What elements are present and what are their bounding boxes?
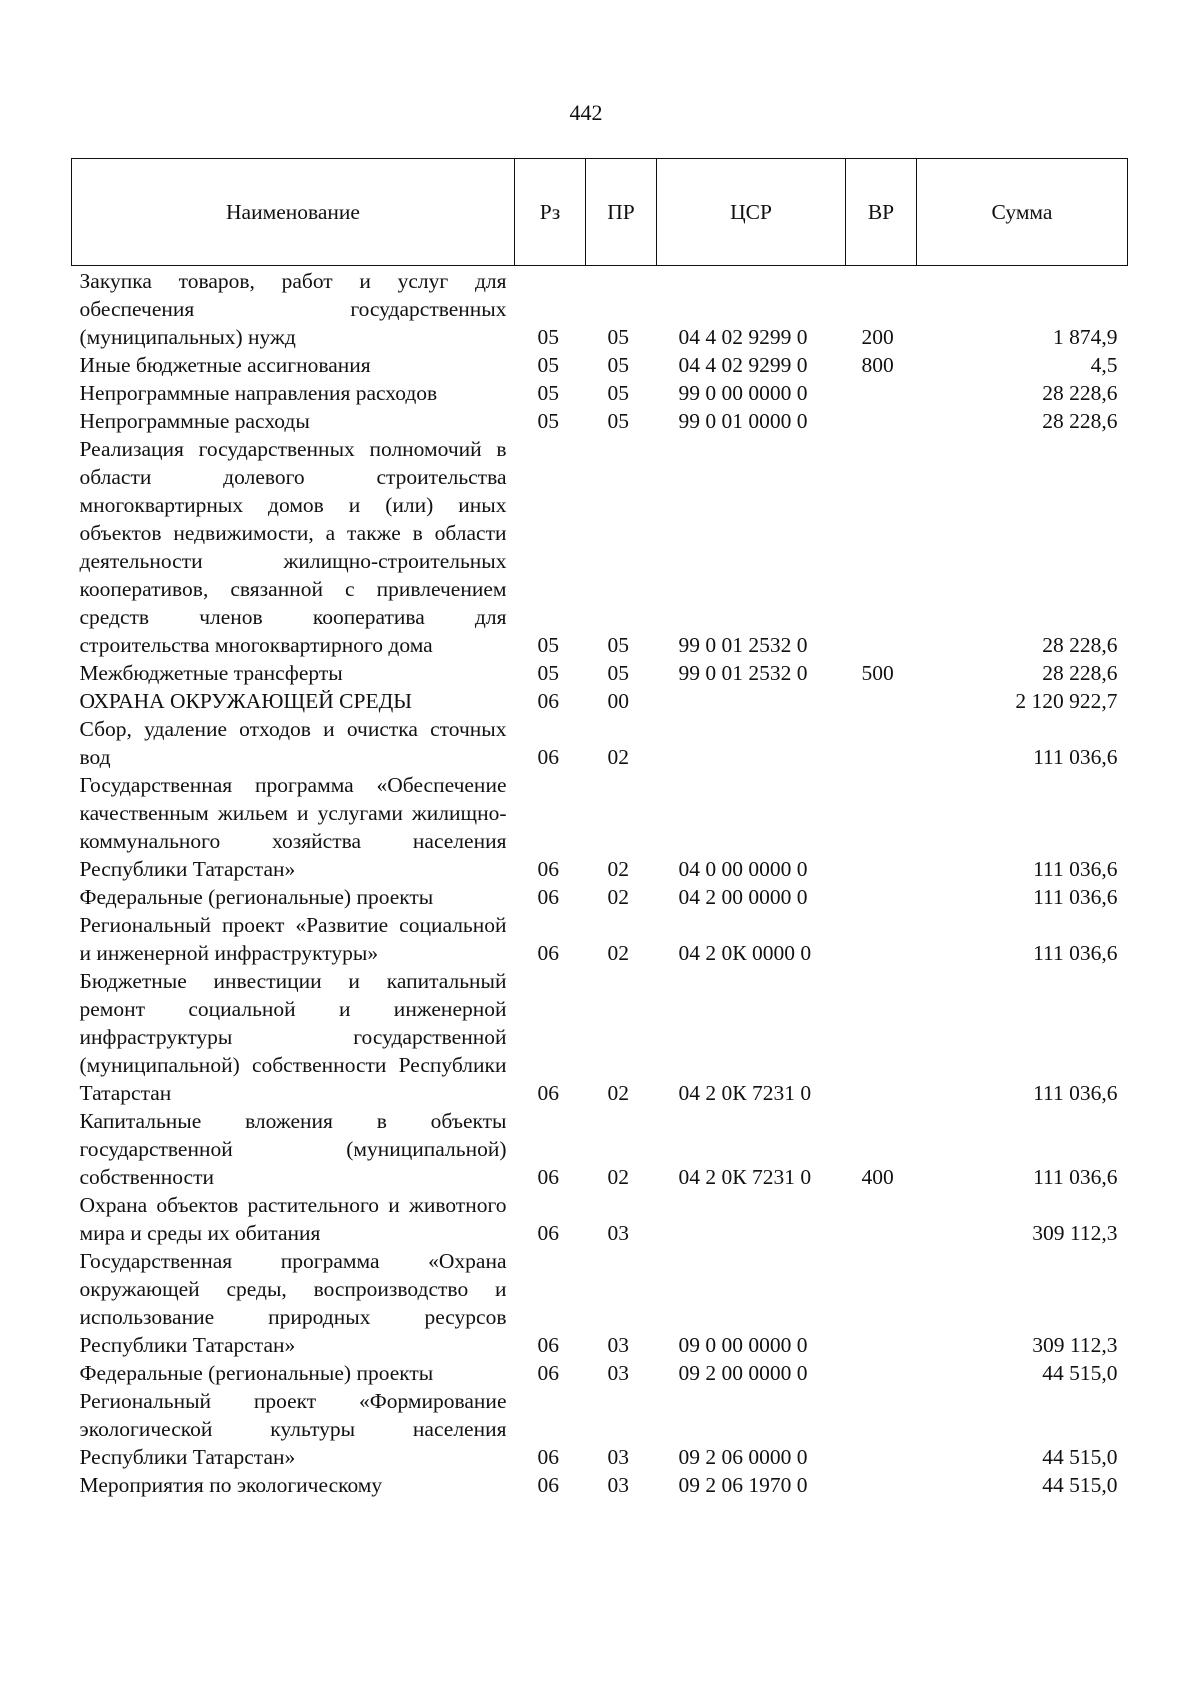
cell-sum: 28 228,6 xyxy=(1042,409,1118,433)
cell-rz: 06 xyxy=(537,941,559,965)
table-row xyxy=(72,883,1128,911)
cell-name: Закупка товаров, работ и услуг для обеспечения государственных (муниципальных) нужд xyxy=(79,269,507,349)
cell-vr: 400 xyxy=(861,1165,894,1189)
cell-pr: 05 xyxy=(607,353,629,377)
cell-sum: 111 036,6 xyxy=(1033,1165,1118,1189)
cell-vr: 800 xyxy=(861,353,894,377)
cell-name: Реализация государственных полномочий в области долевого строительства многоквартирных домов и (или) иных объектов недвижимости, а также в области деятельности жилищно-строительных кооперативов, связанной с привлечением средств членов кооператива для строительства многоквартирного дома xyxy=(79,437,507,657)
cell-sum: 44 515,0 xyxy=(1042,1473,1118,1497)
cell-vr xyxy=(846,379,917,407)
cell-pr: 03 xyxy=(607,1221,629,1245)
table-row xyxy=(72,407,1128,435)
cell-vr: 500 xyxy=(861,661,894,685)
table-row xyxy=(72,1359,1128,1387)
cell-vr xyxy=(846,715,917,771)
cell-sum: 44 515,0 xyxy=(1042,1361,1118,1385)
cell-name: Мероприятия по экологическому xyxy=(79,1473,383,1497)
cell-pr: 02 xyxy=(607,745,629,769)
cell-vr xyxy=(846,1471,917,1499)
table-row xyxy=(72,1247,1128,1359)
table-row xyxy=(72,1387,1128,1471)
cell-rz: 06 xyxy=(537,857,559,881)
cell-vr xyxy=(846,435,917,659)
cell-rz: 06 xyxy=(537,1165,559,1189)
cell-sum: 28 228,6 xyxy=(1042,633,1118,657)
cell-pr: 03 xyxy=(607,1473,629,1497)
table-row xyxy=(72,435,1128,659)
cell-sum: 111 036,6 xyxy=(1033,885,1118,909)
cell-vr xyxy=(846,687,917,715)
cell-rz: 06 xyxy=(537,885,559,909)
cell-pr: 05 xyxy=(607,633,629,657)
cell-vr xyxy=(846,967,917,1107)
table-row xyxy=(72,687,1128,715)
cell-csr xyxy=(657,1191,846,1247)
cell-rz: 06 xyxy=(537,1081,559,1105)
cell-sum: 111 036,6 xyxy=(1033,745,1118,769)
table-row xyxy=(72,1471,1128,1499)
cell-name: Сбор, удаление отходов и очистка сточных вод xyxy=(79,717,507,769)
cell-csr: 99 0 01 2532 0 xyxy=(678,633,808,657)
cell-sum: 2 120 922,7 xyxy=(1015,689,1118,713)
cell-pr: 02 xyxy=(607,857,629,881)
cell-pr: 05 xyxy=(607,409,629,433)
cell-csr: 99 0 00 0000 0 xyxy=(678,381,808,405)
cell-vr xyxy=(846,911,917,967)
table-body xyxy=(72,266,1128,1500)
cell-name: Федеральные (региональные) проекты xyxy=(79,1361,434,1385)
cell-pr: 03 xyxy=(607,1361,629,1385)
table-row xyxy=(72,1107,1128,1191)
table-row xyxy=(72,911,1128,967)
cell-rz: 06 xyxy=(537,1361,559,1385)
cell-csr: 04 2 00 0000 0 xyxy=(678,885,808,909)
cell-rz: 06 xyxy=(537,1473,559,1497)
cell-csr: 99 0 01 0000 0 xyxy=(678,409,808,433)
cell-sum: 4,5 xyxy=(1090,353,1118,377)
cell-csr: 09 2 06 0000 0 xyxy=(678,1445,808,1469)
table-row xyxy=(72,1191,1128,1247)
cell-csr: 04 2 0К 0000 0 xyxy=(678,941,812,965)
cell-rz: 06 xyxy=(537,745,559,769)
cell-pr: 02 xyxy=(607,1081,629,1105)
cell-csr: 09 2 00 0000 0 xyxy=(678,1361,808,1385)
cell-sum: 111 036,6 xyxy=(1033,941,1118,965)
cell-sum: 1 874,9 xyxy=(1053,325,1118,349)
cell-csr xyxy=(657,687,846,715)
cell-pr: 02 xyxy=(607,941,629,965)
cell-csr: 99 0 01 2532 0 xyxy=(678,661,808,685)
cell-vr xyxy=(846,407,917,435)
cell-pr: 02 xyxy=(607,885,629,909)
cell-name: Региональный проект «Формирование экологической культуры населения Республики Татарстан» xyxy=(79,1389,507,1469)
cell-pr: 00 xyxy=(607,689,629,713)
page-number: 442 xyxy=(569,100,603,125)
cell-rz: 05 xyxy=(537,325,559,349)
cell-pr: 05 xyxy=(607,381,629,405)
cell-vr xyxy=(846,883,917,911)
cell-rz: 06 xyxy=(537,689,559,713)
cell-rz: 05 xyxy=(537,409,559,433)
cell-name: Непрограммные расходы xyxy=(79,409,310,433)
table-row xyxy=(72,659,1128,687)
cell-vr xyxy=(846,1387,917,1471)
table-header xyxy=(72,159,1128,266)
cell-name: Государственная программа «Охрана окружающей среды, воспроизводство и использование природных ресурсов Республики Татарстан» xyxy=(79,1249,507,1357)
cell-rz: 06 xyxy=(537,1221,559,1245)
cell-rz: 05 xyxy=(537,633,559,657)
cell-sum: 309 112,3 xyxy=(1032,1333,1118,1357)
header-csr: ЦСР xyxy=(657,159,846,266)
header-sum: Сумма xyxy=(917,159,1128,266)
budget-table xyxy=(71,158,1128,1499)
cell-pr: 03 xyxy=(607,1445,629,1469)
cell-sum: 309 112,3 xyxy=(1032,1221,1118,1245)
cell-vr xyxy=(846,1359,917,1387)
cell-csr: 04 0 00 0000 0 xyxy=(678,857,808,881)
cell-vr xyxy=(846,1247,917,1359)
cell-rz: 06 xyxy=(537,1333,559,1357)
header-rz: Рз xyxy=(515,159,586,266)
cell-pr: 05 xyxy=(607,661,629,685)
cell-pr: 03 xyxy=(607,1333,629,1357)
table-row xyxy=(72,351,1128,379)
cell-sum: 44 515,0 xyxy=(1042,1445,1118,1469)
cell-name: Региональный проект «Развитие социальной и инженерной инфраструктуры» xyxy=(79,913,507,965)
cell-csr: 04 2 0К 7231 0 xyxy=(678,1165,812,1189)
cell-vr xyxy=(846,771,917,883)
cell-name: Бюджетные инвестиции и капитальный ремонт социальной и инженерной инфраструктуры государственной (муниципальной) собственности Республики Татарстан xyxy=(79,969,507,1105)
cell-rz: 05 xyxy=(537,353,559,377)
table-row xyxy=(72,771,1128,883)
cell-sum: 28 228,6 xyxy=(1042,381,1118,405)
cell-rz: 05 xyxy=(537,381,559,405)
cell-vr xyxy=(846,1191,917,1247)
cell-vr: 200 xyxy=(861,325,894,349)
cell-csr xyxy=(657,715,846,771)
cell-rz: 06 xyxy=(537,1445,559,1469)
cell-name: Федеральные (региональные) проекты xyxy=(79,885,434,909)
table-row xyxy=(72,379,1128,407)
header-name: Наименование xyxy=(72,159,515,266)
cell-csr: 04 4 02 9299 0 xyxy=(678,353,808,377)
cell-name: Межбюджетные трансферты xyxy=(79,661,343,685)
cell-name: Охрана объектов растительного и животного мира и среды их обитания xyxy=(79,1193,507,1245)
cell-name: ОХРАНА ОКРУЖАЮЩЕЙ СРЕДЫ xyxy=(79,689,413,713)
table-row xyxy=(72,715,1128,771)
header-vr: ВР xyxy=(846,159,917,266)
cell-sum: 111 036,6 xyxy=(1033,857,1118,881)
cell-pr: 05 xyxy=(607,325,629,349)
cell-sum: 111 036,6 xyxy=(1033,1081,1118,1105)
header-pr: ПР xyxy=(586,159,657,266)
cell-csr: 04 2 0К 7231 0 xyxy=(678,1081,812,1105)
cell-name: Иные бюджетные ассигнования xyxy=(79,353,371,377)
table-row xyxy=(72,967,1128,1107)
cell-rz: 05 xyxy=(537,661,559,685)
cell-name: Государственная программа «Обеспечение качественным жильем и услугами жилищно-коммунального хозяйства населения Республики Татарстан» xyxy=(79,773,507,881)
cell-csr: 09 0 00 0000 0 xyxy=(678,1333,808,1357)
cell-name: Непрограммные направления расходов xyxy=(79,381,438,405)
cell-csr: 09 2 06 1970 0 xyxy=(678,1473,808,1497)
cell-csr: 04 4 02 9299 0 xyxy=(678,325,808,349)
cell-pr: 02 xyxy=(607,1165,629,1189)
table-row xyxy=(72,266,1128,352)
cell-name: Капитальные вложения в объекты государственной (муниципальной) собственности xyxy=(79,1109,507,1189)
cell-sum: 28 228,6 xyxy=(1042,661,1118,685)
